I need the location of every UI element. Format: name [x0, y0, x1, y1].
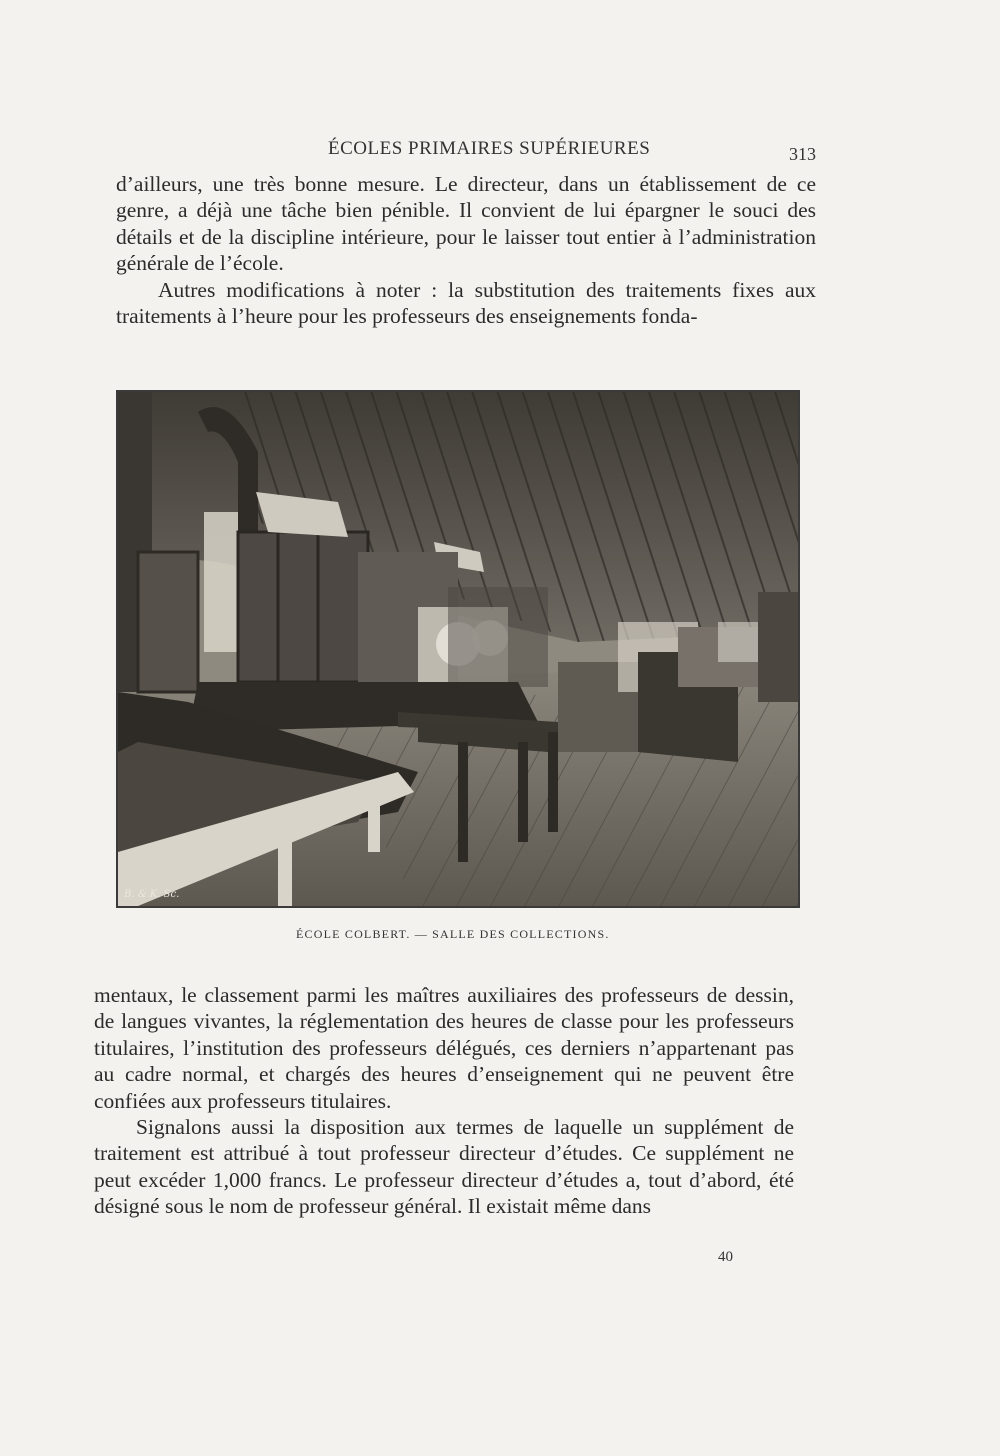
engraver-mark: B. & K. Sc. — [124, 889, 180, 900]
running-title: ÉCOLES PRIMAIRES SUPÉRIEURES — [328, 138, 651, 159]
body-text-bottom — [94, 982, 794, 1220]
body-text-top — [116, 171, 816, 329]
page-number: 313 — [789, 144, 816, 164]
paragraph-continuation: d’ailleurs, une très bonne mesure. Le directeur, dans un établissement de ce genre, a déjà une tâche bien pénible. Il convient de lui épargner le souci des détails et de la discipline intérieure, pour le laisser tout entier à l’administration générale de l’école. — [116, 172, 816, 276]
engraving-salle-des-collections — [116, 390, 800, 908]
paragraph-mentaux: mentaux, le classement parmi les maîtres auxiliaires des professeurs de dessin, de langues vivantes, la réglementation des heures de classe pour les professeurs titulaires, l’institution des professeurs délégués, ces derniers n’appartenant pas au cadre normal, et chargés des heures d’enseignement qui ne peuvent être confiées aux professeurs titulaires. — [94, 983, 794, 1113]
engraving-illustration — [118, 392, 798, 906]
paragraph-signalons: Signalons aussi la disposition aux termes de laquelle un supplément de traitement est attribué à tout professeur directeur d’études. Ce supplément ne peut excéder 1,000 francs. Le professeur directeur d’études a, tout d’abord, été désigné sous le nom de professeur général. Il existait même dans — [94, 1115, 794, 1219]
paragraph-modifications: Autres modifications à noter : la substitution des traitements fixes aux traitements à l’heure pour les professeurs des enseignements fonda- — [116, 277, 816, 329]
figure — [116, 390, 800, 908]
signature-mark: 40 — [718, 1249, 733, 1265]
figure-caption: ÉCOLE COLBERT. — SALLE DES COLLECTIONS. — [296, 927, 610, 941]
running-head — [0, 138, 1000, 164]
